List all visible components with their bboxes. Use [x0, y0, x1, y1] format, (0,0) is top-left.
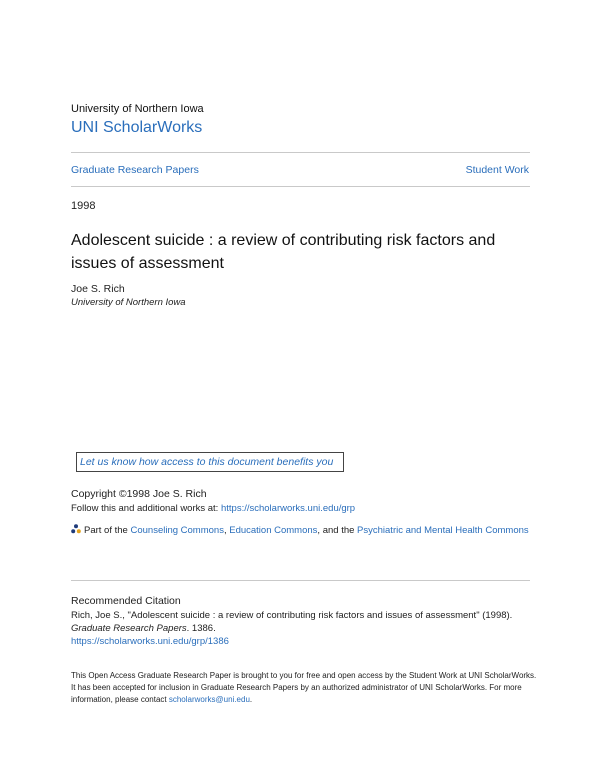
follow-prefix: Follow this and additional works at: — [71, 503, 221, 514]
citation-url-link[interactable]: https://scholarworks.uni.edu/grp/1386 — [71, 636, 229, 647]
follow-line — [71, 503, 355, 514]
part-of-prefix: Part of the — [84, 525, 131, 536]
repository-link[interactable]: UNI ScholarWorks — [71, 119, 203, 136]
divider-citation — [71, 580, 530, 581]
citation-line: Rich, Joe S., "Adolescent suicide : a review of contributing risk factors and issues of assessment" (1998). — [71, 610, 513, 621]
paper-title: Adolescent suicide : a review of contributing risk factors and issues of assessment — [71, 232, 496, 272]
footer-notice — [71, 670, 541, 706]
psychiatric-commons-link[interactable]: Psychiatric and Mental Health Commons — [357, 525, 529, 536]
benefit-link-text[interactable]: Let us know how access to this document benefits you — [80, 456, 334, 468]
counseling-commons-link[interactable]: Counseling Commons — [130, 525, 224, 536]
publication-year: 1998 — [71, 200, 96, 212]
separator: , and the — [317, 525, 358, 536]
author-name: Joe S. Rich — [71, 283, 125, 295]
footer-end: . — [249, 695, 253, 704]
citation-journal: Graduate Research Papers — [71, 623, 187, 634]
divider-top — [71, 152, 530, 153]
benefit-feedback-link[interactable] — [76, 452, 344, 472]
collection-link[interactable]: Graduate Research Papers — [71, 164, 199, 176]
contact-email-link[interactable]: scholarworks@uni.edu — [168, 695, 250, 704]
citation-journal-line — [71, 622, 541, 635]
copyright-notice: Copyright ©1998 Joe S. Rich — [71, 488, 207, 500]
citation-body — [71, 609, 541, 648]
commons-network-icon — [71, 524, 81, 534]
education-commons-link[interactable]: Education Commons — [229, 525, 318, 536]
citation-heading: Recommended Citation — [71, 595, 181, 607]
part-of-line — [71, 522, 531, 539]
follow-url-link[interactable]: https://scholarworks.uni.edu/grp — [220, 503, 356, 514]
university-name: University of Northern Iowa — [71, 103, 204, 115]
footer-text: This Open Access Graduate Research Paper is brought to you for free and open access by the Student Work at UNI ScholarWorks. It has been accepted for inclusion in Graduate Research Papers by an authorized administrator of UNI ScholarWorks. For more information, please contact — [71, 671, 537, 704]
community-link[interactable]: Student Work — [465, 164, 529, 176]
separator: , — [223, 525, 230, 536]
author-affiliation: University of Northern Iowa — [71, 297, 186, 308]
divider-nav — [71, 186, 530, 187]
citation-number: . 1386. — [186, 623, 216, 634]
